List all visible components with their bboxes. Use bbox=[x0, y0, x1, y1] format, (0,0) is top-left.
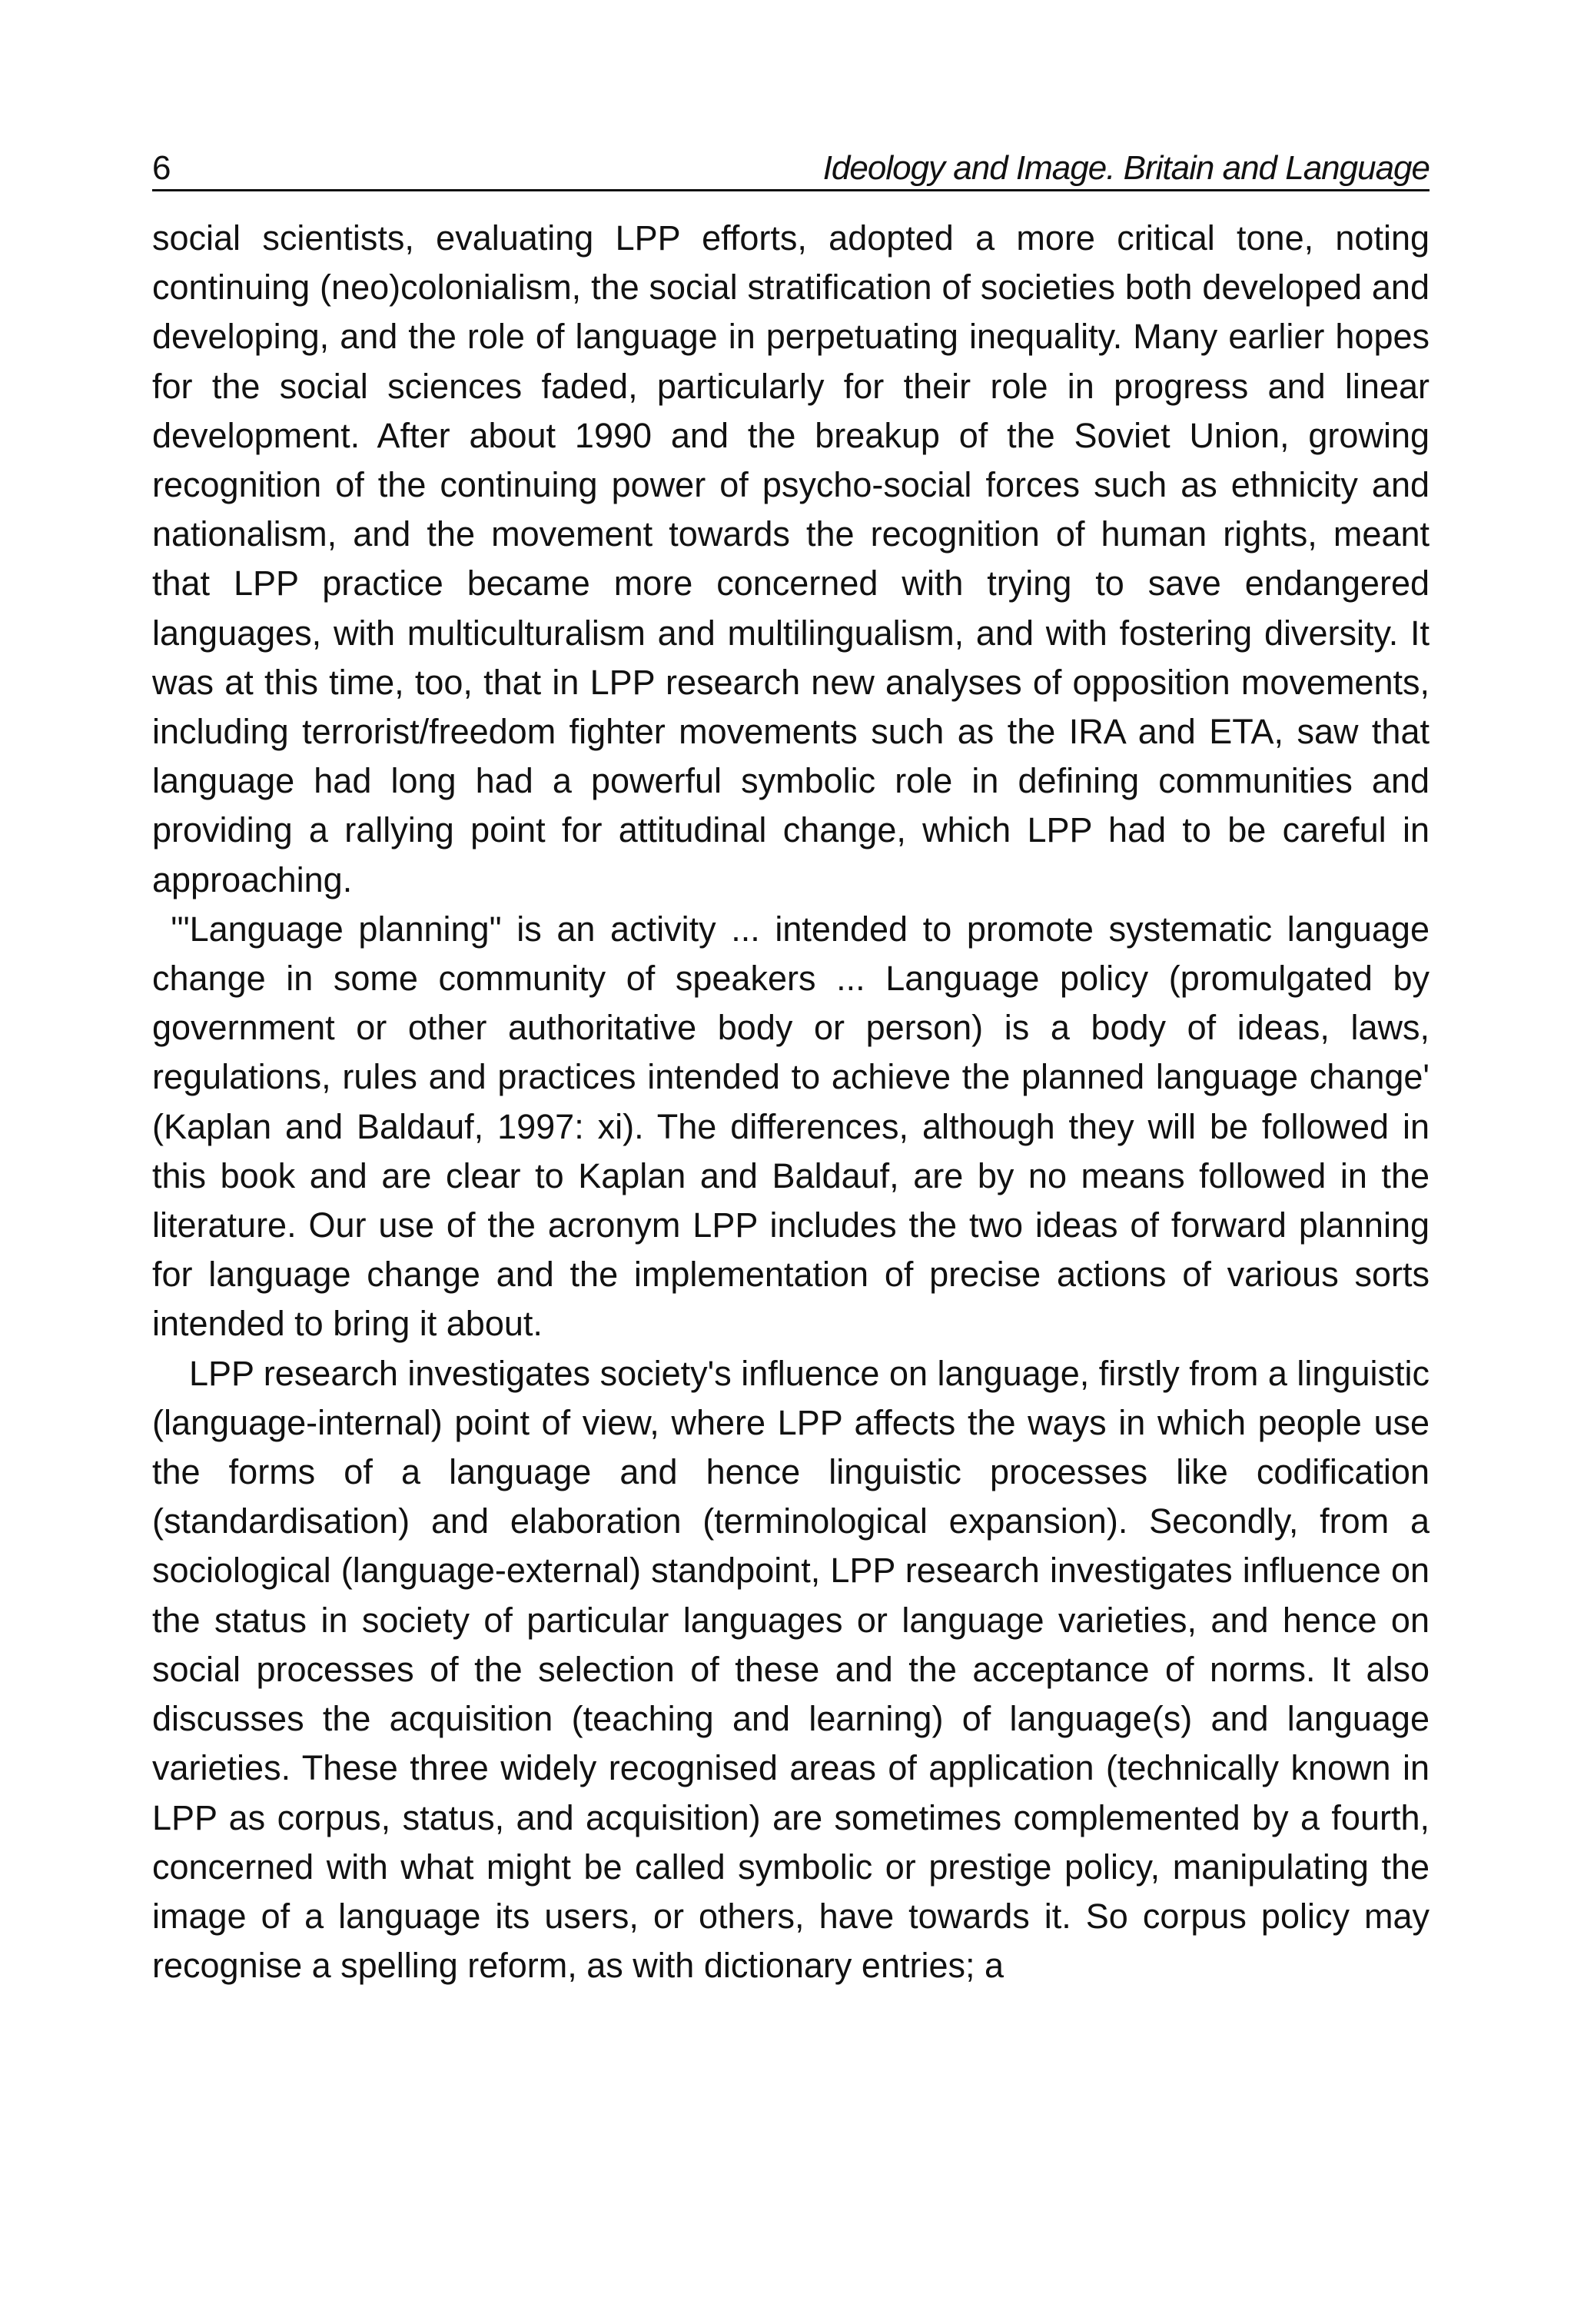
running-title: Ideology and Image. Britain and Language bbox=[822, 149, 1430, 187]
body-text bbox=[152, 214, 1430, 1990]
paragraph-continued: social scientists, evaluating LPP efforts, adopted a more critical tone, noting continuing (neo)colonialism, the social stratification of societies both developed and developing, and the role of language in perpetuating inequality. Many earlier hopes for the social sciences faded, particularly for their role in progress and linear development. After about 1990 and the breakup of the Soviet Union, growing recognition of the continuing power of psycho-social forces such as ethnicity and nationalism, and the movement towards the recognition of human rights, meant that LPP practice became more concerned with trying to save endangered languages, with multiculturalism and multilingualism, and with fostering diversity. It was at this time, too, that in LPP research new analyses of opposition movements, including terrorist/freedom fighter movements such as the IRA and ETA, saw that language had long had a powerful symbolic role in defining communities and providing a rallying point for attitudinal change, which LPP had to be careful in approaching. bbox=[152, 218, 1430, 899]
running-header bbox=[152, 143, 1430, 191]
page-number: 6 bbox=[152, 149, 171, 187]
paragraph-quote-definition: '"Language planning" is an activity ... intended to promote systematic language change in some community of speakers ... Language policy (promulgated by government or other authoritative body or person) is a body of ideas, laws, regulations, rules and practices intended to achieve the planned language change' (Kaplan and Baldauf, 1997: xi). The differences, although they will be followed in this book and are clear to Kaplan and Baldauf, are by no means followed in the literature. Our use of the acronym LPP includes the two ideas of forward planning for language change and the implementation of precise actions of various sorts intended to bring it about. bbox=[152, 909, 1430, 1344]
paragraph-lpp-research: LPP research investigates society's influence on language, firstly from a linguistic (language-internal) point of view, where LPP affects the ways in which people use the forms of a language and hence linguistic processes like codification (standardisation) and elaboration (terminological expansion). Secondly, from a sociological (language-external) standpoint, LPP research investigates influence on the status in society of particular languages or language varieties, and hence on social processes of the selection of these and the acceptance of norms. It also discusses the acquisition (teaching and learning) of language(s) and language varieties. These three widely recognised areas of application (technically known in LPP as corpus, status, and acquisition) are sometimes complemented by a fourth, concerned with what might be called symbolic or prestige policy, manipulating the image of a language its users, or others, have towards it. So corpus policy may recognise a spelling reform, as with dictionary entries; a bbox=[152, 1353, 1430, 1986]
